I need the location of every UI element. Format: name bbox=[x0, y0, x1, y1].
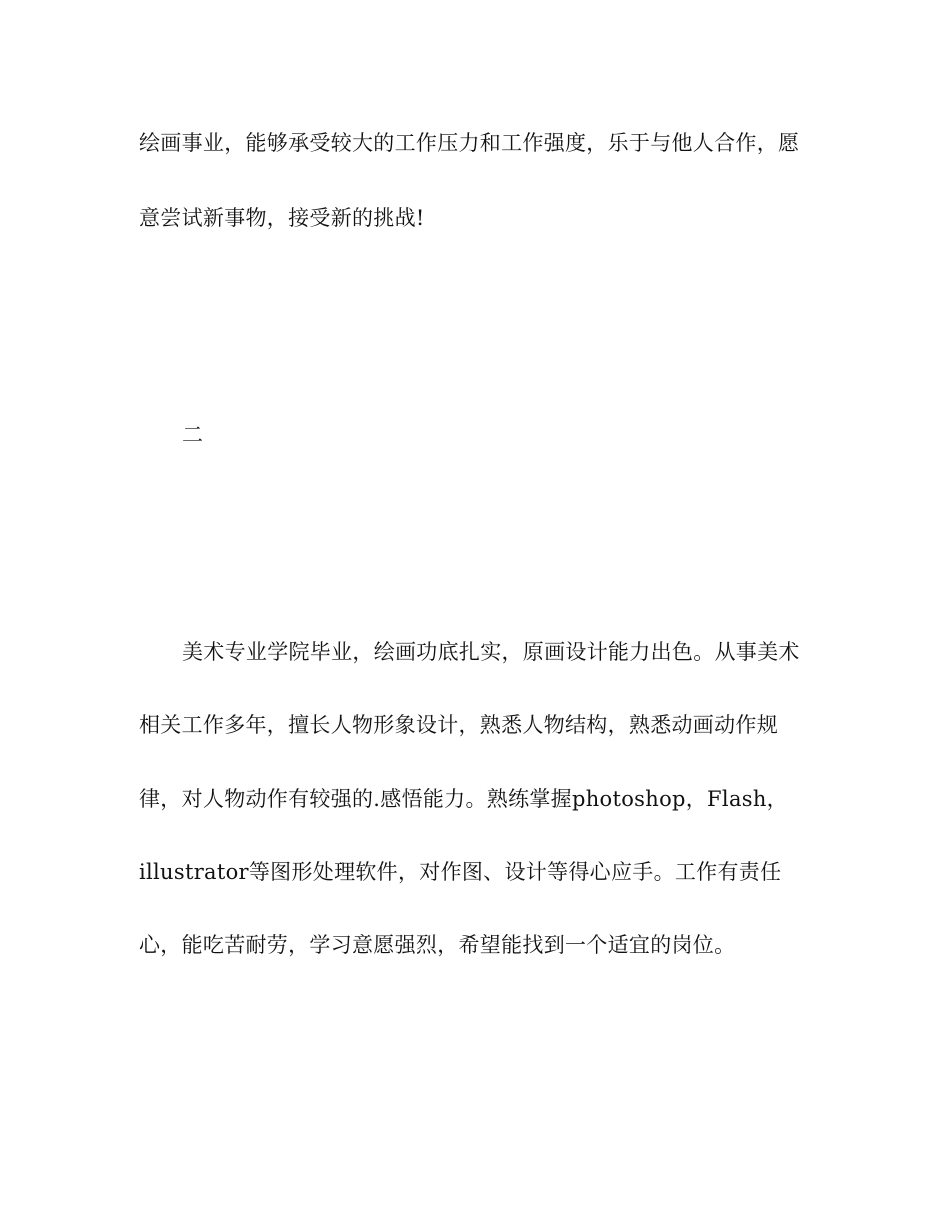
paragraph-line: 绘画事业，能够承受较大的工作压力和工作强度，乐于与他人合作，愿 bbox=[139, 131, 800, 155]
paragraph-line: 心，能吃苦耐劳，学习意愿强烈，希望能找到一个适宜的岗位。 bbox=[139, 933, 736, 957]
paragraph-line: 美术专业学院毕业，绘画功底扎实，原画设计能力出色。从事美术 bbox=[182, 640, 800, 664]
section-heading: 二 bbox=[182, 423, 204, 447]
paragraph-line: 意尝试新事物，接受新的挑战! bbox=[139, 206, 425, 230]
paragraph-line: illustrator等图形处理软件，对作图、设计等得心应手。工作有责任 bbox=[139, 860, 782, 884]
paragraph-line: 相关工作多年，擅长人物形象设计，熟悉人物结构，熟悉动画动作规 bbox=[139, 713, 778, 737]
paragraph-line: 律，对人物动作有较强的.感悟能力。熟练掌握photoshop，Flash， bbox=[139, 787, 788, 811]
